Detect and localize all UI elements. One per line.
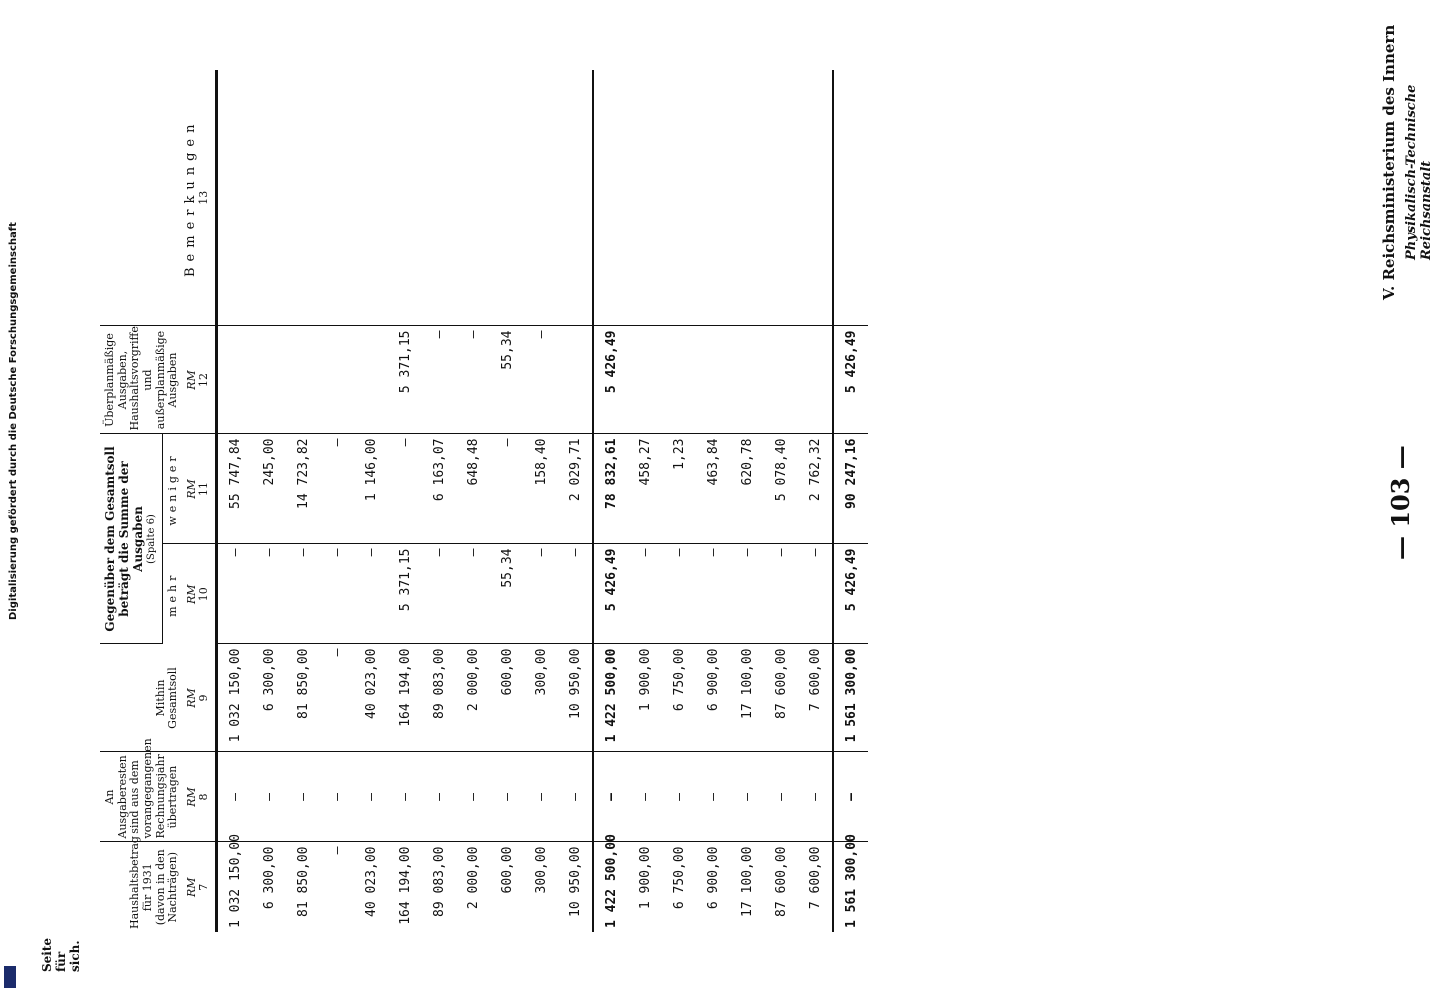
cell-remark bbox=[388, 70, 422, 326]
cell-c12: 5 371,15 bbox=[388, 326, 422, 434]
cell-c10: 55,34 bbox=[490, 544, 524, 644]
cell-c9: 6 300,00 bbox=[252, 644, 286, 752]
cell-c7: 81 850,00 bbox=[295, 846, 311, 917]
table-row bbox=[628, 70, 662, 932]
cell-c9: 89 083,00 bbox=[422, 644, 456, 752]
cell-c7: 40 023,00 bbox=[363, 846, 379, 917]
cell-c11: 55 747,84 bbox=[217, 434, 253, 544]
table-row bbox=[456, 70, 490, 932]
cell-remark bbox=[730, 70, 764, 326]
cell-c11: — bbox=[490, 434, 524, 544]
cell-c11: — bbox=[388, 434, 422, 544]
cell-c11: — bbox=[320, 434, 354, 544]
table-row bbox=[730, 70, 764, 932]
cell-remark bbox=[456, 70, 490, 326]
col-13-header: Bemerkungen 13 bbox=[100, 70, 217, 326]
cell-c8: — bbox=[833, 752, 868, 842]
cell-c11: 158,40 bbox=[524, 434, 558, 544]
cell-c7: 6 750,00 bbox=[671, 846, 687, 910]
cell-c7: — bbox=[329, 846, 345, 855]
cell-c9: 1 561 300,00 bbox=[833, 644, 868, 752]
cell-c10: — bbox=[764, 544, 798, 644]
cell-c8: — bbox=[490, 752, 524, 842]
cell-c9: 1 900,00 bbox=[628, 644, 662, 752]
cell-c10: — bbox=[422, 544, 456, 644]
cell-c9: 1 032 150,00 bbox=[217, 644, 253, 752]
table-row bbox=[798, 70, 833, 932]
cell-c10: — bbox=[662, 544, 696, 644]
table-row bbox=[593, 70, 628, 932]
digitization-credit: Digitalisierung gefördert durch die Deutsche Forschungsgemeinschaft bbox=[8, 222, 19, 620]
col-12-header: Überplanmäßige Ausgaben, Haushaltsvorgriffe und außerplanmäßige Ausgaben RM 12 bbox=[100, 326, 217, 434]
cell-c8: — bbox=[628, 752, 662, 842]
table-row bbox=[388, 70, 422, 932]
cell-c8: — bbox=[388, 752, 422, 842]
cell-c12 bbox=[320, 326, 354, 434]
cell-c7: 600,00 bbox=[499, 846, 515, 894]
table-row bbox=[217, 70, 253, 932]
cell-c8: — bbox=[524, 752, 558, 842]
cell-c12 bbox=[730, 326, 764, 434]
cell-c7: 17 100,00 bbox=[739, 846, 755, 917]
table-row bbox=[764, 70, 798, 932]
cell-c11: 458,27 bbox=[628, 434, 662, 544]
cell-remark bbox=[696, 70, 730, 326]
cell-c9: 6 900,00 bbox=[696, 644, 730, 752]
cell-c11: 463,84 bbox=[696, 434, 730, 544]
cell-c8: — bbox=[252, 752, 286, 842]
table-row bbox=[833, 70, 868, 932]
cell-c10: — bbox=[524, 544, 558, 644]
budget-table bbox=[100, 70, 868, 932]
cell-c9: 17 100,00 bbox=[730, 644, 764, 752]
cell-c8: — bbox=[730, 752, 764, 842]
table-row bbox=[524, 70, 558, 932]
cell-remark bbox=[252, 70, 286, 326]
cell-c9: 10 950,00 bbox=[558, 644, 593, 752]
cell-c9: 40 023,00 bbox=[354, 644, 388, 752]
cell-c7: 2 000,00 bbox=[465, 846, 481, 910]
cell-c8: — bbox=[320, 752, 354, 842]
cell-remark bbox=[798, 70, 833, 326]
cell-c7: 10 950,00 bbox=[567, 846, 583, 917]
cell-c8: — bbox=[422, 752, 456, 842]
cell-c8: — bbox=[286, 752, 320, 842]
cell-c10: 5 426,49 bbox=[593, 544, 628, 644]
cell-c12 bbox=[696, 326, 730, 434]
cell-c12 bbox=[764, 326, 798, 434]
cell-c9: 87 600,00 bbox=[764, 644, 798, 752]
table-row bbox=[662, 70, 696, 932]
cell-c9: 600,00 bbox=[490, 644, 524, 752]
cell-c12 bbox=[217, 326, 253, 434]
cell-c10: — bbox=[628, 544, 662, 644]
table-row bbox=[252, 70, 286, 932]
col-7-header: Haushaltsbetrag für 1931 (davon in den Nachträgen) RM 7 bbox=[100, 842, 217, 932]
table-row bbox=[320, 70, 354, 932]
cell-c11: 90 247,16 bbox=[833, 434, 868, 544]
table-row bbox=[696, 70, 730, 932]
cell-c11: 245,00 bbox=[252, 434, 286, 544]
cell-c12: — bbox=[456, 326, 490, 434]
cell-c11: 2 762,32 bbox=[798, 434, 833, 544]
cell-c10: — bbox=[217, 544, 253, 644]
cell-c12 bbox=[662, 326, 696, 434]
cell-c12 bbox=[286, 326, 320, 434]
cell-c9: 164 194,00 bbox=[388, 644, 422, 752]
cell-c7: 87 600,00 bbox=[773, 846, 789, 917]
cell-c11: 1 146,00 bbox=[354, 434, 388, 544]
cell-remark bbox=[764, 70, 798, 326]
institute-title: Physikalisch-Technische Reichsanstalt bbox=[1404, 84, 1434, 260]
cell-c10: — bbox=[730, 544, 764, 644]
cell-c12 bbox=[798, 326, 833, 434]
table-row bbox=[422, 70, 456, 932]
cell-c12 bbox=[628, 326, 662, 434]
cell-remark bbox=[320, 70, 354, 326]
cell-c11: 14 723,82 bbox=[286, 434, 320, 544]
cell-c9: 6 750,00 bbox=[662, 644, 696, 752]
cell-c8: — bbox=[217, 752, 253, 842]
footer-note: Seite für sich. bbox=[40, 937, 82, 972]
cell-c11: 1,23 bbox=[662, 434, 696, 544]
cell-c12: — bbox=[524, 326, 558, 434]
cell-c11: 5 078,40 bbox=[764, 434, 798, 544]
table-row bbox=[490, 70, 524, 932]
page-header bbox=[1372, 0, 1434, 1000]
cell-c10: — bbox=[354, 544, 388, 644]
cell-c12 bbox=[252, 326, 286, 434]
table-row bbox=[558, 70, 593, 932]
cell-c8: — bbox=[798, 752, 833, 842]
cell-c7: 1 422 500,00 bbox=[593, 842, 628, 932]
col-8-header: An Ausgaberesten sind aus dem vorangegangenen Rechnungsjahr übertragen RM 8 bbox=[100, 752, 217, 842]
cell-c8: — bbox=[696, 752, 730, 842]
cell-c8: — bbox=[456, 752, 490, 842]
cell-c7: 1 900,00 bbox=[637, 846, 653, 910]
table-row bbox=[354, 70, 388, 932]
cell-remark bbox=[217, 70, 253, 326]
cell-c11: 6 163,07 bbox=[422, 434, 456, 544]
cell-c7: 164 194,00 bbox=[397, 846, 413, 925]
cell-remark bbox=[558, 70, 593, 326]
cell-remark bbox=[833, 70, 868, 326]
cell-c12: 55,34 bbox=[490, 326, 524, 434]
cell-c9: 81 850,00 bbox=[286, 644, 320, 752]
col-11-header: weniger RM 11 bbox=[163, 434, 217, 544]
cell-c10: — bbox=[798, 544, 833, 644]
cell-remark bbox=[628, 70, 662, 326]
cell-c11: 648,48 bbox=[456, 434, 490, 544]
cell-c9: 2 000,00 bbox=[456, 644, 490, 752]
cell-remark bbox=[524, 70, 558, 326]
col-9-header: Mithin Gesamtsoll RM 9 bbox=[100, 644, 217, 752]
cell-c7: 1 561 300,00 bbox=[833, 842, 868, 932]
cell-c10: 5 426,49 bbox=[833, 544, 868, 644]
cell-c12 bbox=[354, 326, 388, 434]
cell-c11: 78 832,61 bbox=[593, 434, 628, 544]
cell-c10: — bbox=[320, 544, 354, 644]
cell-c10: — bbox=[696, 544, 730, 644]
cell-c10: — bbox=[286, 544, 320, 644]
group-header: Gegenüber dem Gesamtsoll beträgt die Summe der Ausgaben (Spalte 6) bbox=[100, 434, 163, 644]
cell-c9: 7 600,00 bbox=[798, 644, 833, 752]
cell-c12: — bbox=[422, 326, 456, 434]
cell-c7: 89 083,00 bbox=[431, 846, 447, 917]
cell-c12: 5 426,49 bbox=[593, 326, 628, 434]
cell-c11: 2 029,71 bbox=[558, 434, 593, 544]
table-body bbox=[217, 70, 869, 932]
cell-c10: — bbox=[252, 544, 286, 644]
cell-c8: — bbox=[764, 752, 798, 842]
cell-c9: 300,00 bbox=[524, 644, 558, 752]
cell-c8: — bbox=[593, 752, 628, 842]
cell-remark bbox=[354, 70, 388, 326]
cell-c8: — bbox=[558, 752, 593, 842]
cell-c8: — bbox=[354, 752, 388, 842]
cell-remark bbox=[490, 70, 524, 326]
cell-c9: 1 422 500,00 bbox=[593, 644, 628, 752]
cell-remark bbox=[286, 70, 320, 326]
cell-c10: 5 371,15 bbox=[388, 544, 422, 644]
col-10-header: mehr RM 10 bbox=[163, 544, 217, 644]
cell-c11: 620,78 bbox=[730, 434, 764, 544]
cell-c9: — bbox=[320, 644, 354, 752]
cell-c12: 5 426,49 bbox=[833, 326, 868, 434]
chapter-title: V. Reichsministerium des Innern bbox=[1380, 24, 1398, 300]
cell-c10: — bbox=[456, 544, 490, 644]
cell-c7: 6 900,00 bbox=[705, 846, 721, 910]
cell-c12 bbox=[558, 326, 593, 434]
table-row bbox=[286, 70, 320, 932]
cell-c7: 1 032 150,00 bbox=[227, 834, 243, 928]
cell-c8: — bbox=[662, 752, 696, 842]
cell-remark bbox=[593, 70, 628, 326]
cell-remark bbox=[662, 70, 696, 326]
cell-remark bbox=[422, 70, 456, 326]
cell-c7: 7 600,00 bbox=[807, 846, 823, 910]
cell-c7: 300,00 bbox=[533, 846, 549, 894]
cell-c10: — bbox=[558, 544, 593, 644]
page-number: — 103 — bbox=[1386, 445, 1415, 560]
cell-c7: 6 300,00 bbox=[261, 846, 277, 910]
